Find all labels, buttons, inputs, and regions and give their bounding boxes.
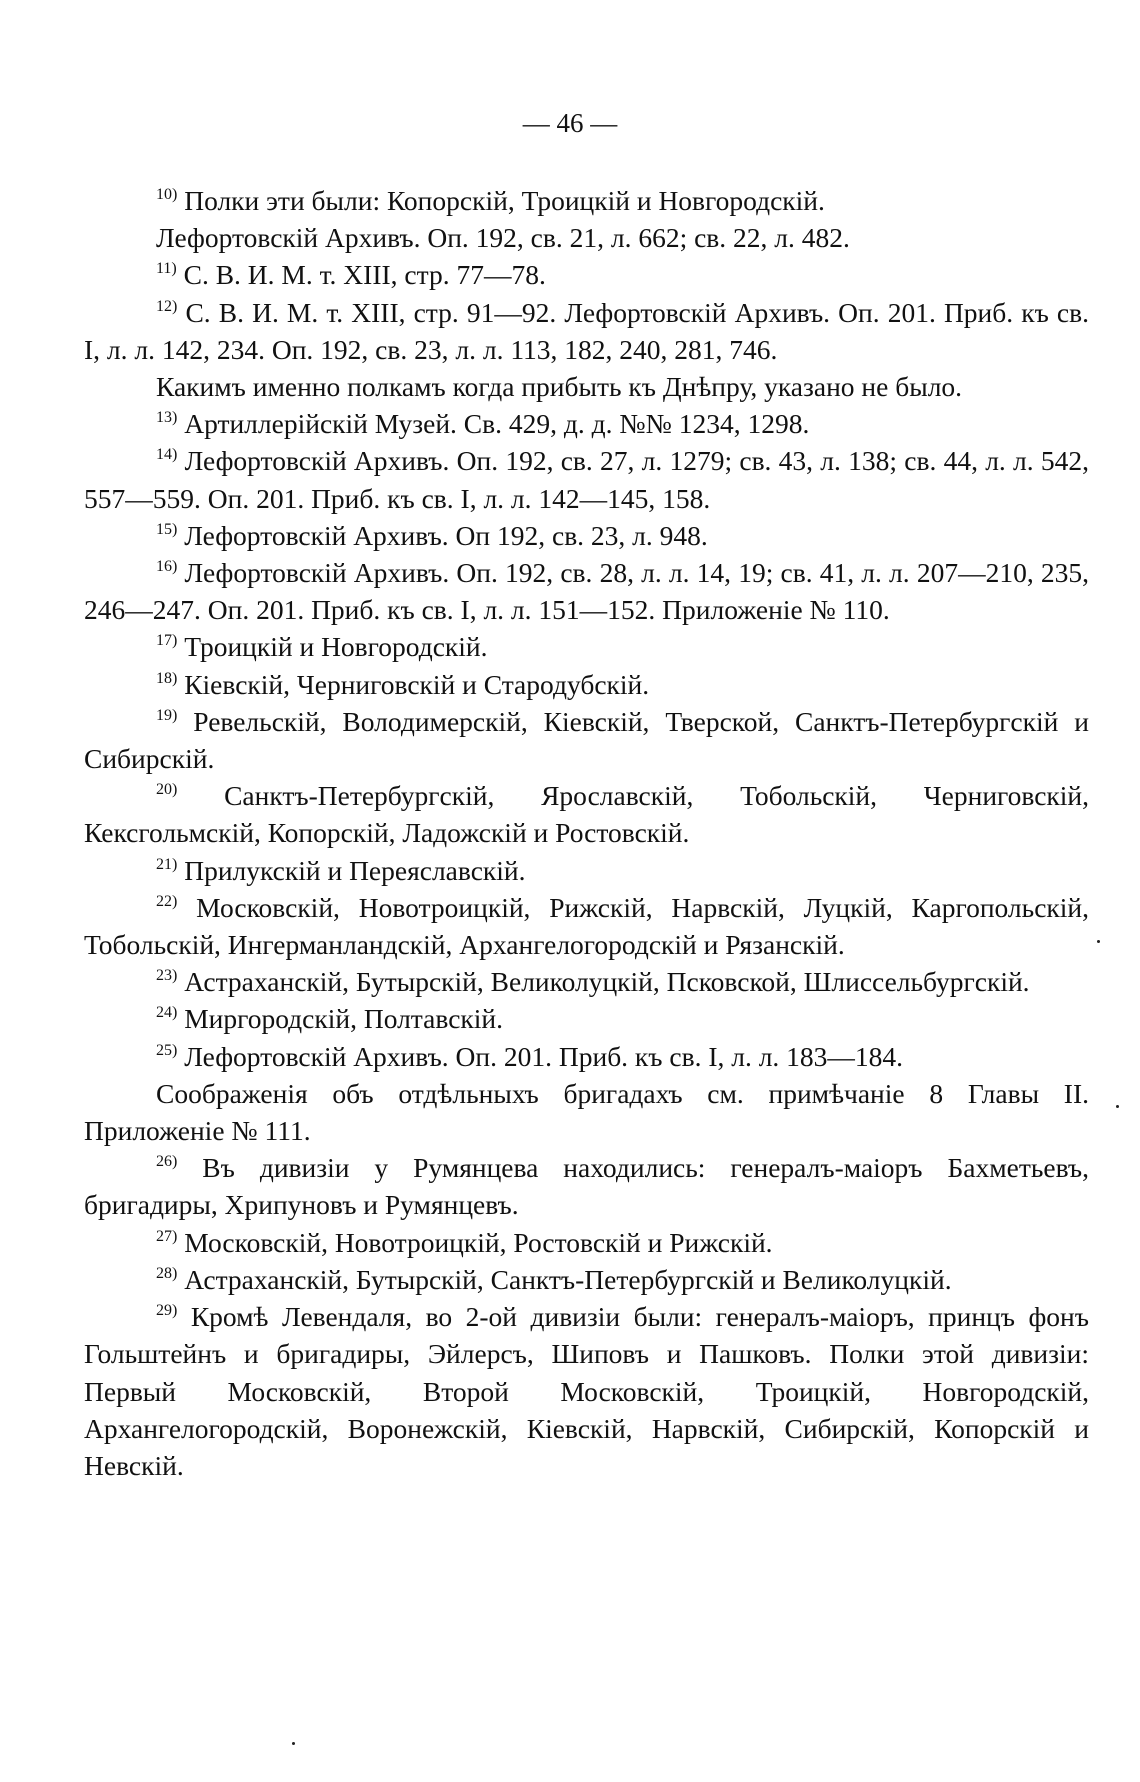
footnote-paragraph	[84, 554, 1089, 628]
footnote-paragraph	[84, 256, 1089, 293]
footnote-paragraph	[84, 889, 1089, 963]
footnote-text: Астраханскій, Бутырскій, Великолуцкій, Псковской, Шлиссельбургскій.	[184, 966, 1030, 998]
footnote-number: 25)	[156, 1041, 178, 1059]
footnote-paragraph	[84, 963, 1089, 1000]
footnote-paragraph	[84, 703, 1089, 777]
footnote-paragraph	[84, 1075, 1089, 1149]
footnote-number: 19)	[156, 706, 178, 724]
footnote-text: Кромѣ Левендаля, во 2-ой дивизіи были: генералъ-маіоръ, принцъ фонъ Гольштейнъ и бригадиры, Эйлерсъ, Шиповъ и Пашковъ. Полки этой дивизіи: Первый Московскій, Второй Московскій, Троицкій, Новгородскій, Архангелогородскій, Воронежскій, Кіевскій, Нарвскій, Сибирскій, Копорскій и Невскій.	[84, 1301, 1089, 1481]
footnote-text: Въ дивизіи у Румянцева находились: генералъ-маіоръ Бахметьевъ, бригадиры, Хрипуновъ и Румянцевъ.	[84, 1152, 1089, 1221]
footnote-number: 16)	[156, 558, 178, 576]
footnote-paragraph	[84, 1000, 1089, 1037]
footnote-number: 14)	[156, 446, 178, 464]
footnote-number: 12)	[156, 297, 178, 315]
footnote-paragraph	[84, 219, 1089, 256]
footnote-paragraph	[84, 1261, 1089, 1298]
footnote-text: Лефортовскій Архивъ. Оп. 192, св. 28, л. л. 14, 19; св. 41, л. л. 207—210, 235, 246—247. Оп. 201. Приб. къ св. I, л. л. 151—152. Приложеніе № 110.	[84, 557, 1089, 626]
footnote-paragraph	[84, 1038, 1089, 1075]
footnote-number: 27)	[156, 1227, 178, 1245]
footnote-text: Прилукскій и Переяславскій.	[184, 854, 526, 886]
footnote-number: 29)	[156, 1302, 178, 1320]
footnote-number: 17)	[156, 632, 178, 650]
footnote-text: Лефортовскій Архивъ. Оп. 192, св. 21, л. 662; св. 22, л. 482.	[156, 222, 850, 254]
footnote-paragraph	[84, 368, 1089, 405]
footnote-number: 28)	[156, 1264, 178, 1282]
footnote-text: Кіевскій, Черниговскій и Стародубскій.	[184, 668, 650, 700]
footnote-text: Полки эти были: Копорскій, Троицкій и Новгородскій.	[184, 185, 825, 216]
footnote-text: Ревельскій, Володимерскій, Кіевскій, Тверской, Санктъ-Петербургскій и Сибирскій.	[84, 705, 1089, 775]
footnote-text: Санктъ-Петербургскій, Ярославскій, Тобольскій, Черниговскій, Кексгольмскій, Копорскій, Ладожскій и Ростовскій.	[84, 780, 1090, 849]
speck-mark	[292, 1742, 295, 1745]
footnote-text: С. В. И. М. т. XIII, стр. 77—78.	[183, 259, 546, 291]
footnote-paragraph	[84, 517, 1089, 554]
footnote-text: Какимъ именно полкамъ когда прибыть къ Днѣпру, указано не было.	[156, 371, 963, 403]
footnote-number: 20)	[156, 781, 178, 799]
footnote-text: С. В. И. М. т. XIII, стр. 91—92. Лефортовскій Архивъ. Оп. 201. Приб. къ св. I, л. л. 142, 234. Оп. 192, св. 23, л. л. 113, 182, 240, 281, 746.	[84, 296, 1089, 365]
footnote-number: 11)	[156, 260, 177, 278]
footnote-paragraph	[84, 1298, 1089, 1484]
footnote-text: Астраханскій, Бутырскій, Санктъ-Петербургскій и Великолуцкій.	[184, 1263, 952, 1295]
footnote-paragraph	[84, 852, 1089, 889]
footnote-number: 21)	[156, 855, 178, 873]
speck-mark	[1097, 940, 1100, 943]
footnote-text: Миргородскій, Полтавскій.	[184, 1003, 503, 1035]
footnote-text: Московскій, Новотроицкій, Рижскій, Нарвскій, Луцкій, Каргопольскій, Тобольскій, Ингерманландскій, Архангелогородскій и Рязанскій.	[84, 891, 1089, 961]
footnote-paragraph	[84, 1224, 1089, 1261]
footnote-paragraph	[84, 182, 1089, 219]
footnote-text: Лефортовскій Архивъ. Оп 192, св. 23, л. 948.	[184, 519, 708, 551]
footnote-text: Троицкій и Новгородскій.	[184, 631, 488, 663]
footnote-number: 26)	[156, 1153, 178, 1171]
footnote-number: 23)	[156, 967, 178, 985]
footnote-number: 15)	[156, 520, 178, 538]
footnote-text: Соображенія объ отдѣльныхъ бригадахъ см. примѣчаніе 8 Главы II. Приложеніе № 111.	[84, 1077, 1089, 1147]
footnote-paragraph	[84, 628, 1089, 665]
footnote-paragraph	[84, 405, 1089, 442]
footnotes	[84, 182, 1089, 1484]
speck-mark	[1116, 1105, 1119, 1108]
footnote-number: 10)	[156, 186, 178, 203]
footnote-text: Лефортовскій Архивъ. Оп. 201. Приб. къ св. I, л. л. 183—184.	[184, 1040, 904, 1072]
footnote-paragraph	[84, 666, 1089, 703]
page-number: — 46 —	[522, 108, 618, 138]
footnote-number: 22)	[156, 892, 178, 910]
footnote-text: Артиллерійскій Музей. Св. 429, д. д. №№ 1234, 1298.	[184, 408, 810, 440]
footnote-paragraph	[84, 777, 1089, 851]
footnote-number: 18)	[156, 669, 178, 687]
footnote-paragraph	[84, 294, 1089, 368]
footnote-paragraph	[84, 1149, 1089, 1223]
footnote-text: Лефортовскій Архивъ. Оп. 192, св. 27, л. 1279; св. 43, л. 138; св. 44, л. л. 542, 557—559. Оп. 201. Приб. къ св. I, л. л. 142—145, 158.	[84, 445, 1090, 514]
footnote-text: Московскій, Новотроицкій, Ростовскій и Рижскій.	[184, 1226, 773, 1258]
footnote-number: 13)	[156, 409, 178, 427]
footnote-number: 24)	[156, 1004, 178, 1022]
footnote-paragraph	[84, 442, 1089, 516]
